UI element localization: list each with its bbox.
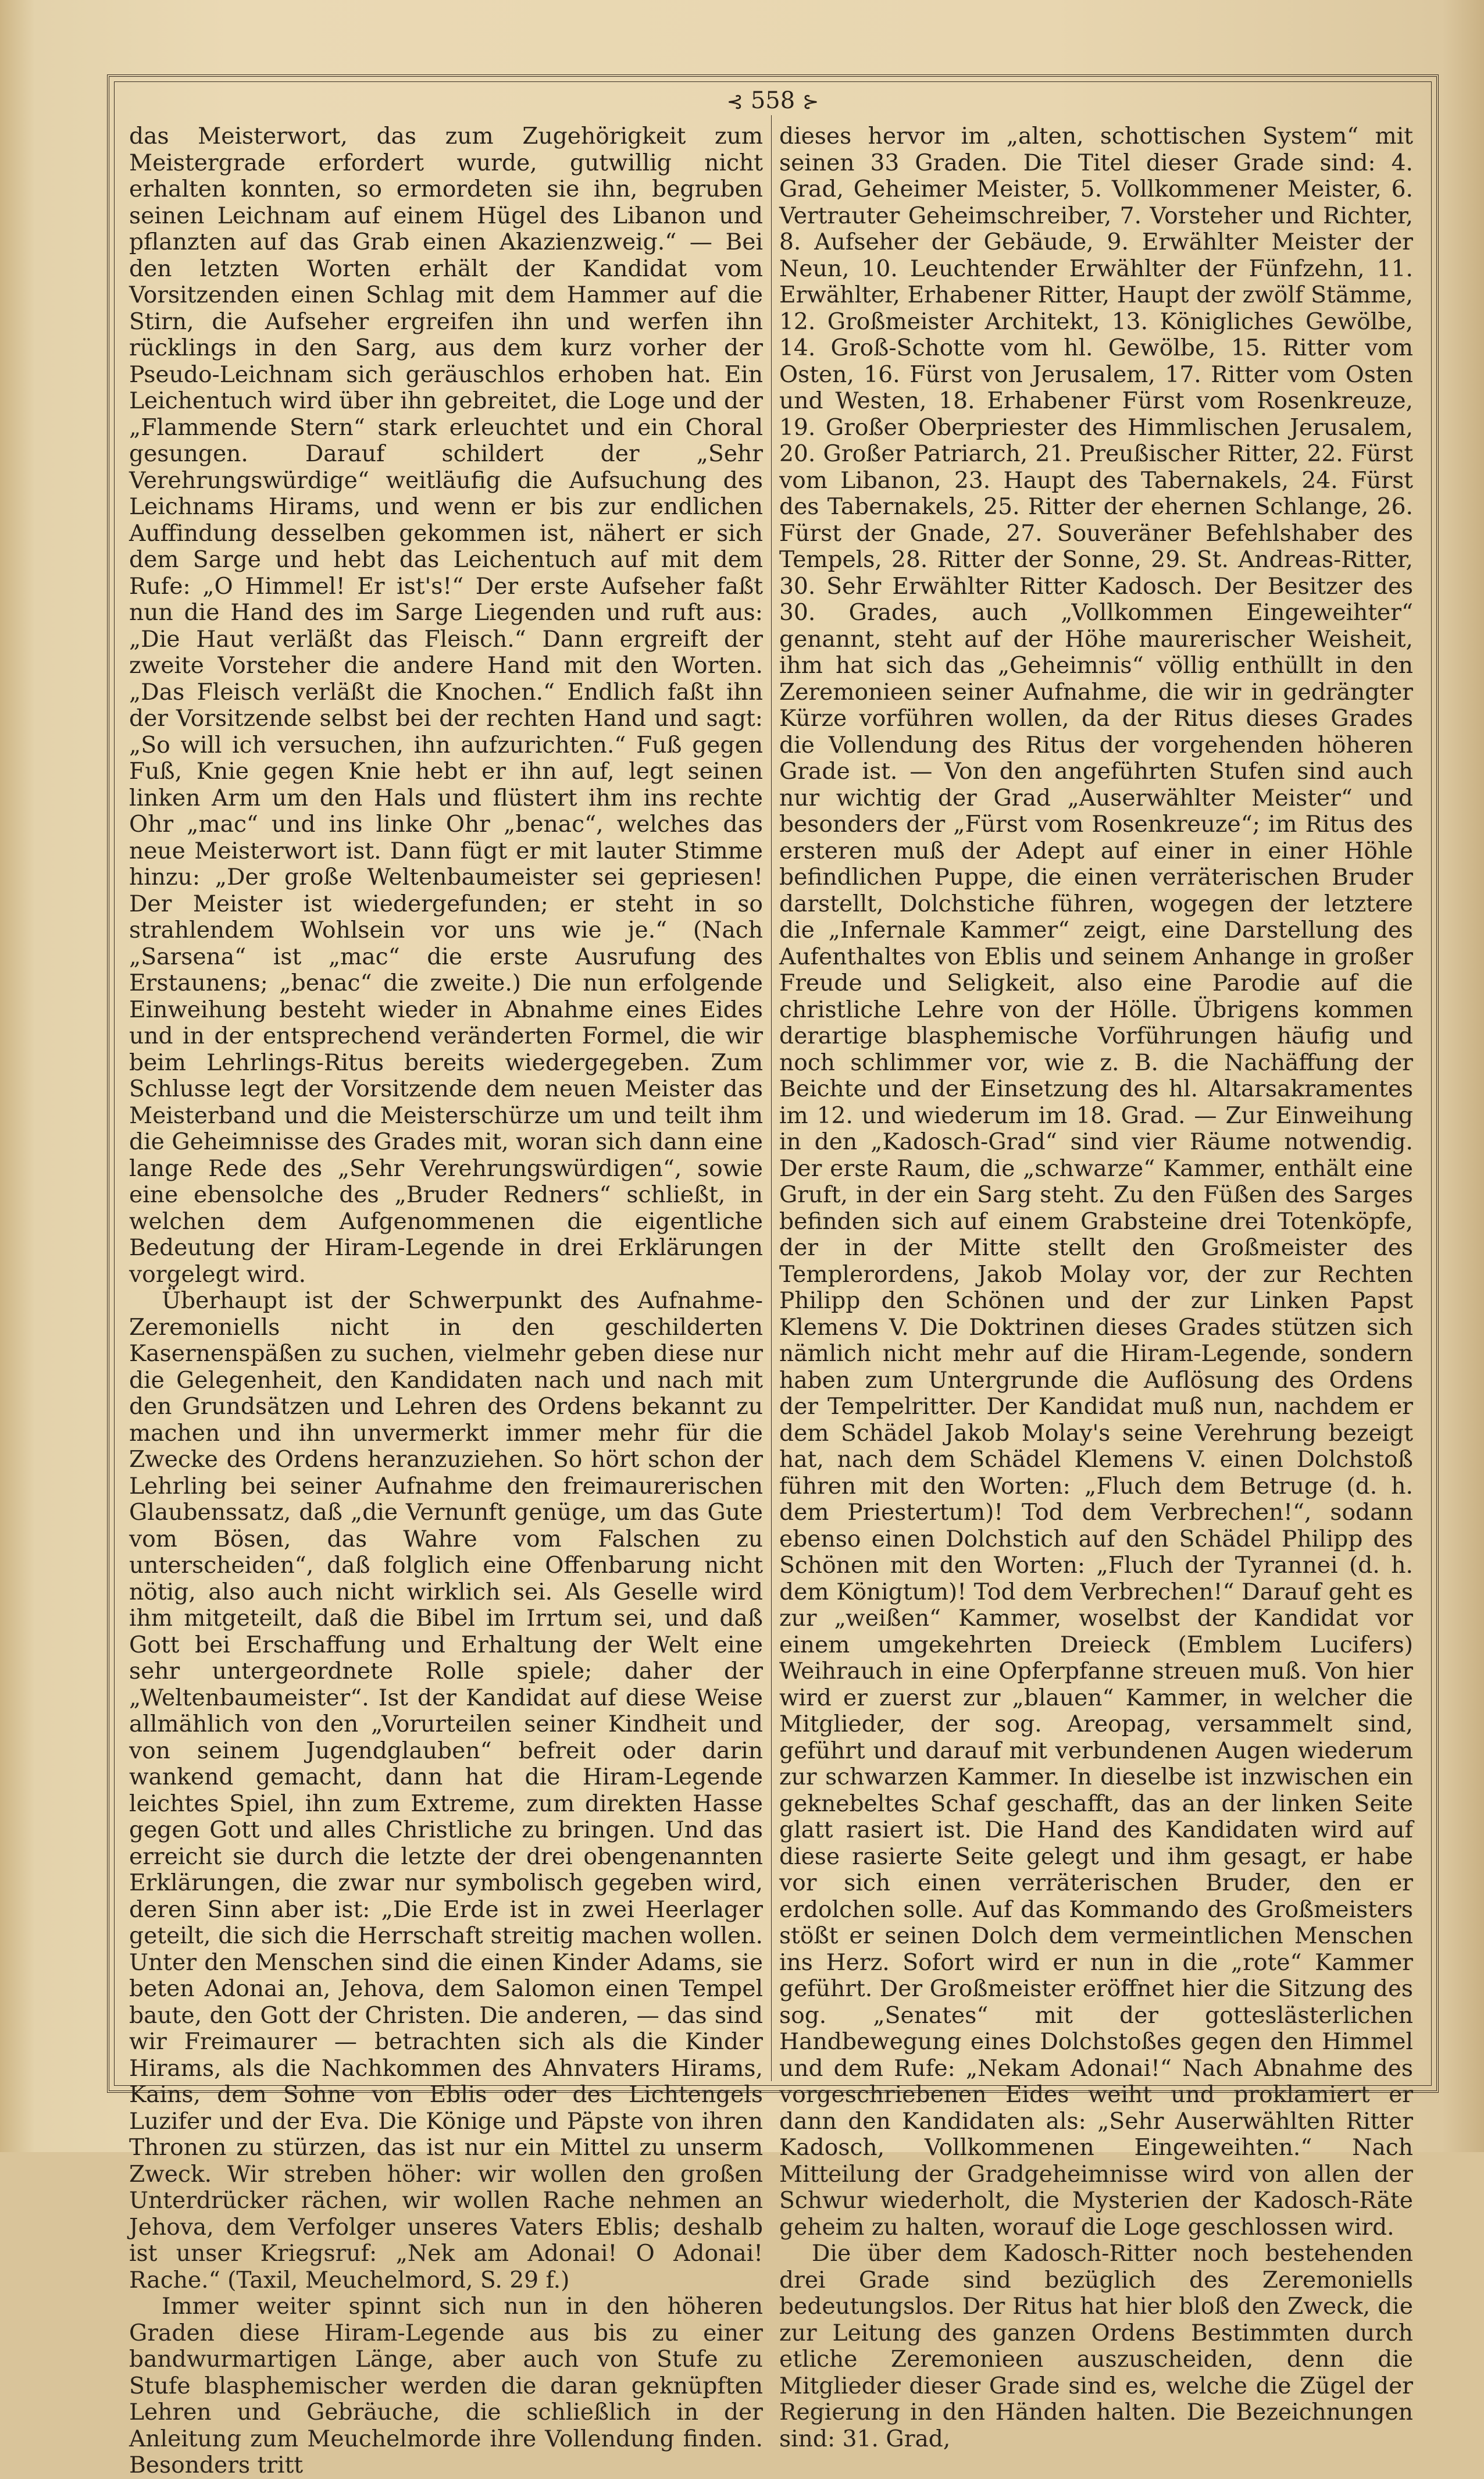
right-paragraph-2: Die über dem Kadosch-Ritter noch bestehenden drei Grade sind bezüglich des Zeremoniells bedeutungslos. Der Ritus hat hier bloß den Zweck, die zur Leitung des ganzen Ordens Bestimmten durch etliche Zeremonieen auszuscheiden, denn die Mitglieder dieser Grade sind es, welche die Zügel der Regierung in den Händen halten. Die Bezeichnungen sind: 31. Grad,: [779, 2241, 1413, 2452]
right-ornament: ⊱: [802, 90, 819, 113]
left-paragraph-3: Immer weiter spinnt sich nun in den höheren Graden diese Hiram-Legende aus bis zu einer bandwurmartigen Länge, aber auch von Stufe zu Stufe blasphemischer werden die daran geknüpften Lehren und Gebräuche, die schließlich in der Anleitung zum Meuchelmorde ihre Vollendung finden. Besonders tritt: [129, 2293, 763, 2478]
page-number: 558: [750, 87, 795, 114]
left-ornament: ⊰: [726, 90, 744, 113]
left-paragraph-1: das Meisterwort, das zum Zugehörigkeit zum Meistergrade erfordert wurde, gutwillig nicht erhalten konnten, so ermordeten sie ihn, begruben seinen Leichnam auf einem Hügel des Libanon und pflanzten auf das Grab einen Akazienzweig.“ — Bei den letzten Worten erhält der Kandidat vom Vorsitzenden einen Schlag mit dem Hammer auf die Stirn, die Aufseher ergreifen ihn und werfen ihn rücklings in den Sarg, aus dem kurz vorher der Pseudo-Leichnam sich geräuschlos erhoben hat. Ein Leichentuch wird über ihn gebreitet, die Loge und der „Flammende Stern“ stark erleuchtet und ein Choral gesungen. Darauf schildert der „Sehr Verehrungswürdige“ weitläufig die Aufsuchung des Leichnams Hirams, und wenn er bis zur endlichen Auffindung desselben gekommen ist, nähert er sich dem Sarge und hebt das Leichentuch auf mit dem Rufe: „O Himmel! Er ist's!“ Der erste Aufseher faßt nun die Hand des im Sarge Liegenden und ruft aus: „Die Haut verläßt das Fleisch.“ Dann ergreift der zweite Vorsteher die andere Hand mit den Worten. „Das Fleisch verläßt die Knochen.“ Endlich faßt ihn der Vorsitzende selbst bei der rechten Hand und sagt: „So will ich versuchen, ihn aufzurichten.“ Fuß gegen Fuß, Knie gegen Knie hebt er ihn auf, legt seinen linken Arm um den Hals und flüstert ihm ins rechte Ohr „mac“ und ins linke Ohr „benac“, welches das neue Meisterwort ist. Dann fügt er mit lauter Stimme hinzu: „Der große Weltenbaumeister sei gepriesen! Der Meister ist wiedergefunden; er steht in so strahlendem Wohlsein vor uns wie je.“ (Nach „Sarsena“ ist „mac“ die erste Ausrufung des Erstaunens; „benac“ die zweite.) Die nun erfolgende Einweihung besteht wieder in Abnahme eines Eides und in der entsprechend veränderten Formel, die wir beim Lehrlings-Ritus bereits wiedergegeben. Zum Schlusse legt der Vorsitzende dem neuen Meister das Meisterband und die Meisterschürze um und teilt ihm die Geheimnisse des Grades mit, woran sich dann eine lange Rede des „Sehr Verehrungswürdigen“, sowie eine ebensolche des „Bruder Redners“ schließt, in welchen dem Aufgenommenen die eigentliche Bedeutung der Hiram-Legende in drei Erklärungen vorgelegt wird.: [129, 123, 763, 1288]
left-paragraph-2: Überhaupt ist der Schwerpunkt des Aufnahme-Zeremoniells nicht in den geschilderten Kasernenspäßen zu suchen, vielmehr geben diese nur die Gelegenheit, den Kandidaten nach und nach mit den Grundsätzen und Lehren des Ordens bekannt zu machen und ihn unvermerkt immer mehr für die Zwecke des Ordens heranzuziehen. So hört schon der Lehrling bei seiner Aufnahme den freimaurerischen Glaubenssatz, daß „die Vernunft genüge, um das Gute vom Bösen, das Wahre vom Falschen zu unterscheiden“, daß folglich eine Offenbarung nicht nötig, also auch nicht wirklich sei. Als Geselle wird ihm mitgeteilt, daß die Bibel im Irrtum sei, und daß Gott bei Erschaffung und Erhaltung der Welt eine sehr untergeordnete Rolle spiele; daher der „Weltenbaumeister“. Ist der Kandidat auf diese Weise allmählich von den „Vorurteilen seiner Kindheit und von seinem Jugendglauben“ befreit oder darin wankend gemacht, dann hat die Hiram-Legende leichtes Spiel, ihn zum Extreme, zum direkten Hasse gegen Gott und alles Christliche zu bringen. Und das erreicht sie durch die letzte der drei obengenannten Erklärungen, die zwar nur symbolisch gegeben wird, deren Sinn aber ist: „Die Erde ist in zwei Heerlager geteilt, die sich die Herrschaft streitig machen wollen. Unter den Menschen sind die einen Kinder Adams, sie beten Adonai an, Jehova, dem Salomon einen Tempel baute, den Gott der Christen. Die anderen, — das sind wir Freimaurer — betrachten sich als die Kinder Hirams, als die Nachkommen des Ahnvaters Hirams, Kains, dem Sohne von Eblis oder des Lichtengels Luzifer und der Eva. Die Könige und Päpste von ihren Thronen zu stürzen, das ist nur ein Mittel zu unserm Zweck. Wir streben höher: wir wollen den großen Unterdrücker rächen, wir wollen Rache nehmen an Jehova, dem Verfolger unseres Vaters Eblis; deshalb ist unser Kriegsruf: „Nek am Adonai! O Adonai! Rache.“ (Taxil, Meuchelmord, S. 29 f.): [129, 1288, 763, 2293]
page-header: [114, 86, 1432, 115]
column-divider: [771, 115, 772, 2081]
right-column: [779, 123, 1413, 2452]
left-column: [129, 123, 763, 2478]
right-paragraph-1: dieses hervor im „alten, schottischen System“ mit seinen 33 Graden. Die Titel dieser Grade sind: 4. Grad, Geheimer Meister, 5. Vollkommener Meister, 6. Vertrauter Geheimschreiber, 7. Vorsteher und Richter, 8. Aufseher der Gebäude, 9. Erwählter Meister der Neun, 10. Leuchtender Erwählter der Fünfzehn, 11. Erwählter, Erhabener Ritter, Haupt der zwölf Stämme, 12. Großmeister Architekt, 13. Königliches Gewölbe, 14. Groß-Schotte vom hl. Gewölbe, 15. Ritter vom Osten, 16. Fürst von Jerusalem, 17. Ritter vom Osten und Westen, 18. Erhabener Fürst vom Rosenkreuze, 19. Großer Oberpriester des Himmlischen Jerusalem, 20. Großer Patriarch, 21. Preußischer Ritter, 22. Fürst vom Libanon, 23. Haupt des Tabernakels, 24. Fürst des Tabernakels, 25. Ritter der ehernen Schlange, 26. Fürst der Gnade, 27. Souveräner Befehlshaber des Tempels, 28. Ritter der Sonne, 29. St. Andreas-Ritter, 30. Sehr Erwählter Ritter Kadosch. Der Besitzer des 30. Grades, auch „Vollkommen Eingeweihter“ genannt, steht auf der Höhe maurerischer Weisheit, ihm hat sich das „Geheimnis“ völlig enthüllt in den Zeremonieen seiner Aufnahme, die wir in gedrängter Kürze vorführen wollen, da der Ritus dieses Grades die Vollendung des Ritus der vorgehenden höheren Grade ist. — Von den angeführten Stufen sind auch nur wichtig der Grad „Auserwählter Meister“ und besonders der „Fürst vom Rosenkreuze“; im Ritus des ersteren muß der Adept auf einer in einer Höhle befindlichen Puppe, die einen verräterischen Bruder darstellt, Dolchstiche führen, wogegen der letztere die „Infernale Kammer“ zeigt, eine Darstellung des Aufenthaltes von Eblis und seinem Anhange in großer Freude und Seligkeit, also eine Parodie auf die christliche Lehre von der Hölle. Übrigens kommen derartige blasphemische Vorführungen häufig und noch schlimmer vor, wie z. B. die Nachäffung der Beichte und der Einsetzung des hl. Altarsakramentes im 12. und wiederum im 18. Grad. — Zur Einweihung in den „Kadosch-Grad“ sind vier Räume notwendig. Der erste Raum, die „schwarze“ Kammer, enthält eine Gruft, in der ein Sarg steht. Zu den Füßen des Sarges befinden sich auf einem Grabsteine drei Totenköpfe, der in der Mitte stellt den Großmeister des Templerordens, Jakob Molay vor, der zur Rechten Philipp den Schönen und der zur Linken Papst Klemens V. Die Doktrinen dieses Grades stützen sich nämlich nicht mehr auf die Hiram-Legende, sondern haben zum Untergrunde die Auflösung des Ordens der Tempelritter. Der Kandidat muß nun, nachdem er dem Schädel Jakob Molay's seine Verehrung bezeigt hat, nach dem Schädel Klemens V. einen Dolchstoß führen mit den Worten: „Fluch dem Betruge (d. h. dem Priestertum)! Tod dem Verbrechen!“, sodann ebenso einen Dolchstich auf den Schädel Philipp des Schönen mit den Worten: „Fluch der Tyrannei (d. h. dem Königtum)! Tod dem Verbrechen!“ Darauf geht es zur „weißen“ Kammer, woselbst der Kandidat vor einem umgekehrten Dreieck (Emblem Lucifers) Weihrauch in eine Opferpfanne streuen muß. Von hier wird er zuerst zur „blauen“ Kammer, in welcher die Mitglieder, der sog. Areopag, versammelt sind, geführt und darauf mit verbundenen Augen wiederum zur schwarzen Kammer. In dieselbe ist inzwischen ein geknebeltes Schaf geschafft, das an der linken Seite glatt rasiert ist. Die Hand des Kandidaten wird auf diese rasierte Seite gelegt und ihm gesagt, er habe vor sich einen verräterischen Bruder, den er erdolchen solle. Auf das Kommando des Großmeisters stößt er seinen Dolch dem vermeintlichen Menschen ins Herz. Sofort wird er nun in die „rote“ Kammer geführt. Der Großmeister eröffnet hier die Sitzung des sog. „Senates“ mit der gotteslästerlichen Handbewegung eines Dolchstoßes gegen den Himmel und dem Rufe: „Nekam Adonai!“ Nach Abnahme des vorgeschriebenen Eides weiht und proklamiert er dann den Kandidaten als: „Sehr Auserwählten Ritter Kadosch, Vollkommenen Eingeweihten.“ Nach Mitteilung der Gradgeheimnisse wird von allen der Schwur wiederholt, die Mysterien der Kadosch-Räte geheim zu halten, worauf die Loge geschlossen wird.: [779, 123, 1413, 2241]
